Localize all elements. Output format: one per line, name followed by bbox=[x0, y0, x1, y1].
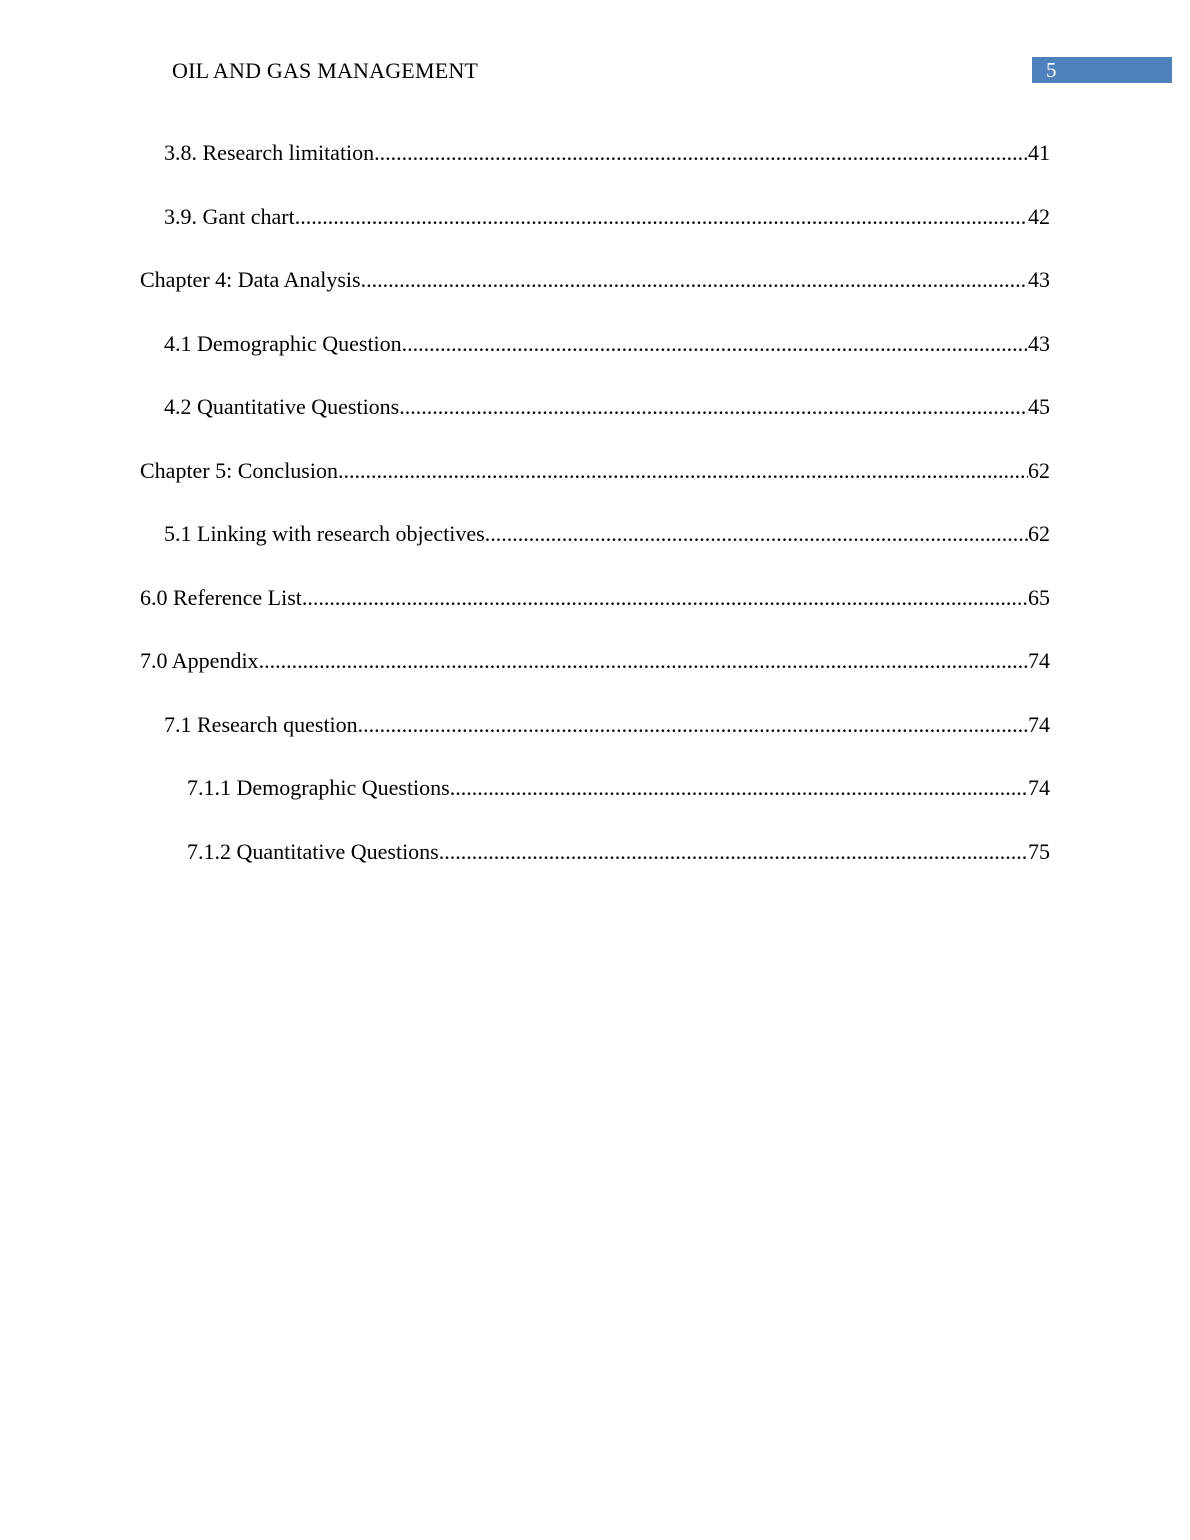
toc-entry-page: 65 bbox=[1028, 584, 1050, 610]
toc-entry-page: 62 bbox=[1028, 521, 1050, 546]
toc-dot-leader bbox=[259, 646, 1028, 676]
toc-entry[interactable] bbox=[140, 329, 1050, 393]
toc-entry[interactable] bbox=[140, 646, 1050, 710]
toc-entry-label: Chapter 4: Data Analysis bbox=[140, 267, 361, 292]
page-number-badge bbox=[1032, 57, 1172, 83]
toc-entry-page: 43 bbox=[1028, 267, 1050, 292]
toc-entry[interactable] bbox=[140, 392, 1050, 456]
toc-dot-leader bbox=[439, 837, 1028, 867]
toc-entry[interactable] bbox=[140, 138, 1050, 202]
toc-dot-leader bbox=[399, 392, 1028, 422]
toc-dot-leader bbox=[295, 202, 1028, 232]
toc-entry[interactable] bbox=[140, 583, 1050, 647]
toc-entry[interactable] bbox=[140, 265, 1050, 329]
toc-dot-leader bbox=[358, 710, 1028, 740]
toc-entry-label: 7.1 Research question bbox=[164, 711, 358, 737]
toc-entry-label: 3.8. Research limitation bbox=[164, 140, 375, 165]
toc-dot-leader bbox=[374, 138, 1028, 168]
toc-entry-label: Chapter 5: Conclusion bbox=[140, 457, 338, 483]
toc-entry-page: 75 bbox=[1028, 838, 1050, 864]
toc-entry-label: 4.1 Demographic Question bbox=[164, 330, 402, 356]
toc-entry-label: 5.1 Linking with research objectives bbox=[164, 521, 485, 546]
toc-entry[interactable] bbox=[140, 837, 1050, 901]
toc-dot-leader bbox=[338, 456, 1028, 486]
toc-entry-label: 3.9. Gant chart bbox=[164, 203, 295, 229]
table-of-contents bbox=[140, 138, 1050, 900]
toc-dot-leader bbox=[485, 519, 1028, 549]
toc-entry-page: 62 bbox=[1028, 457, 1050, 483]
toc-entry-label: 4.2 Quantitative Questions bbox=[164, 394, 400, 419]
toc-entry-label: 6.0 Reference List bbox=[140, 584, 302, 610]
toc-entry[interactable] bbox=[140, 202, 1050, 266]
toc-dot-leader bbox=[450, 773, 1028, 803]
toc-entry-page: 74 bbox=[1028, 711, 1050, 737]
toc-dot-leader bbox=[402, 329, 1028, 359]
toc-entry[interactable] bbox=[140, 456, 1050, 520]
toc-entry-label: 7.1.2 Quantitative Questions bbox=[187, 838, 439, 864]
toc-entry[interactable] bbox=[140, 773, 1050, 837]
toc-entry-page: 42 bbox=[1028, 203, 1050, 229]
toc-entry-label: 7.1.1 Demographic Questions bbox=[187, 775, 450, 800]
toc-entry-page: 41 bbox=[1028, 140, 1050, 165]
toc-entry[interactable] bbox=[140, 710, 1050, 774]
running-header-title: OIL AND GAS MANAGEMENT bbox=[172, 58, 479, 83]
toc-dot-leader bbox=[361, 265, 1028, 295]
page-number: 5 bbox=[1046, 58, 1057, 82]
toc-entry-page: 43 bbox=[1028, 330, 1050, 356]
toc-entry-page: 74 bbox=[1028, 648, 1050, 673]
toc-entry-page: 74 bbox=[1028, 775, 1050, 800]
toc-entry-label: 7.0 Appendix bbox=[140, 648, 259, 673]
toc-entry[interactable] bbox=[140, 519, 1050, 583]
toc-entry-page: 45 bbox=[1028, 394, 1050, 419]
toc-dot-leader bbox=[302, 583, 1028, 613]
